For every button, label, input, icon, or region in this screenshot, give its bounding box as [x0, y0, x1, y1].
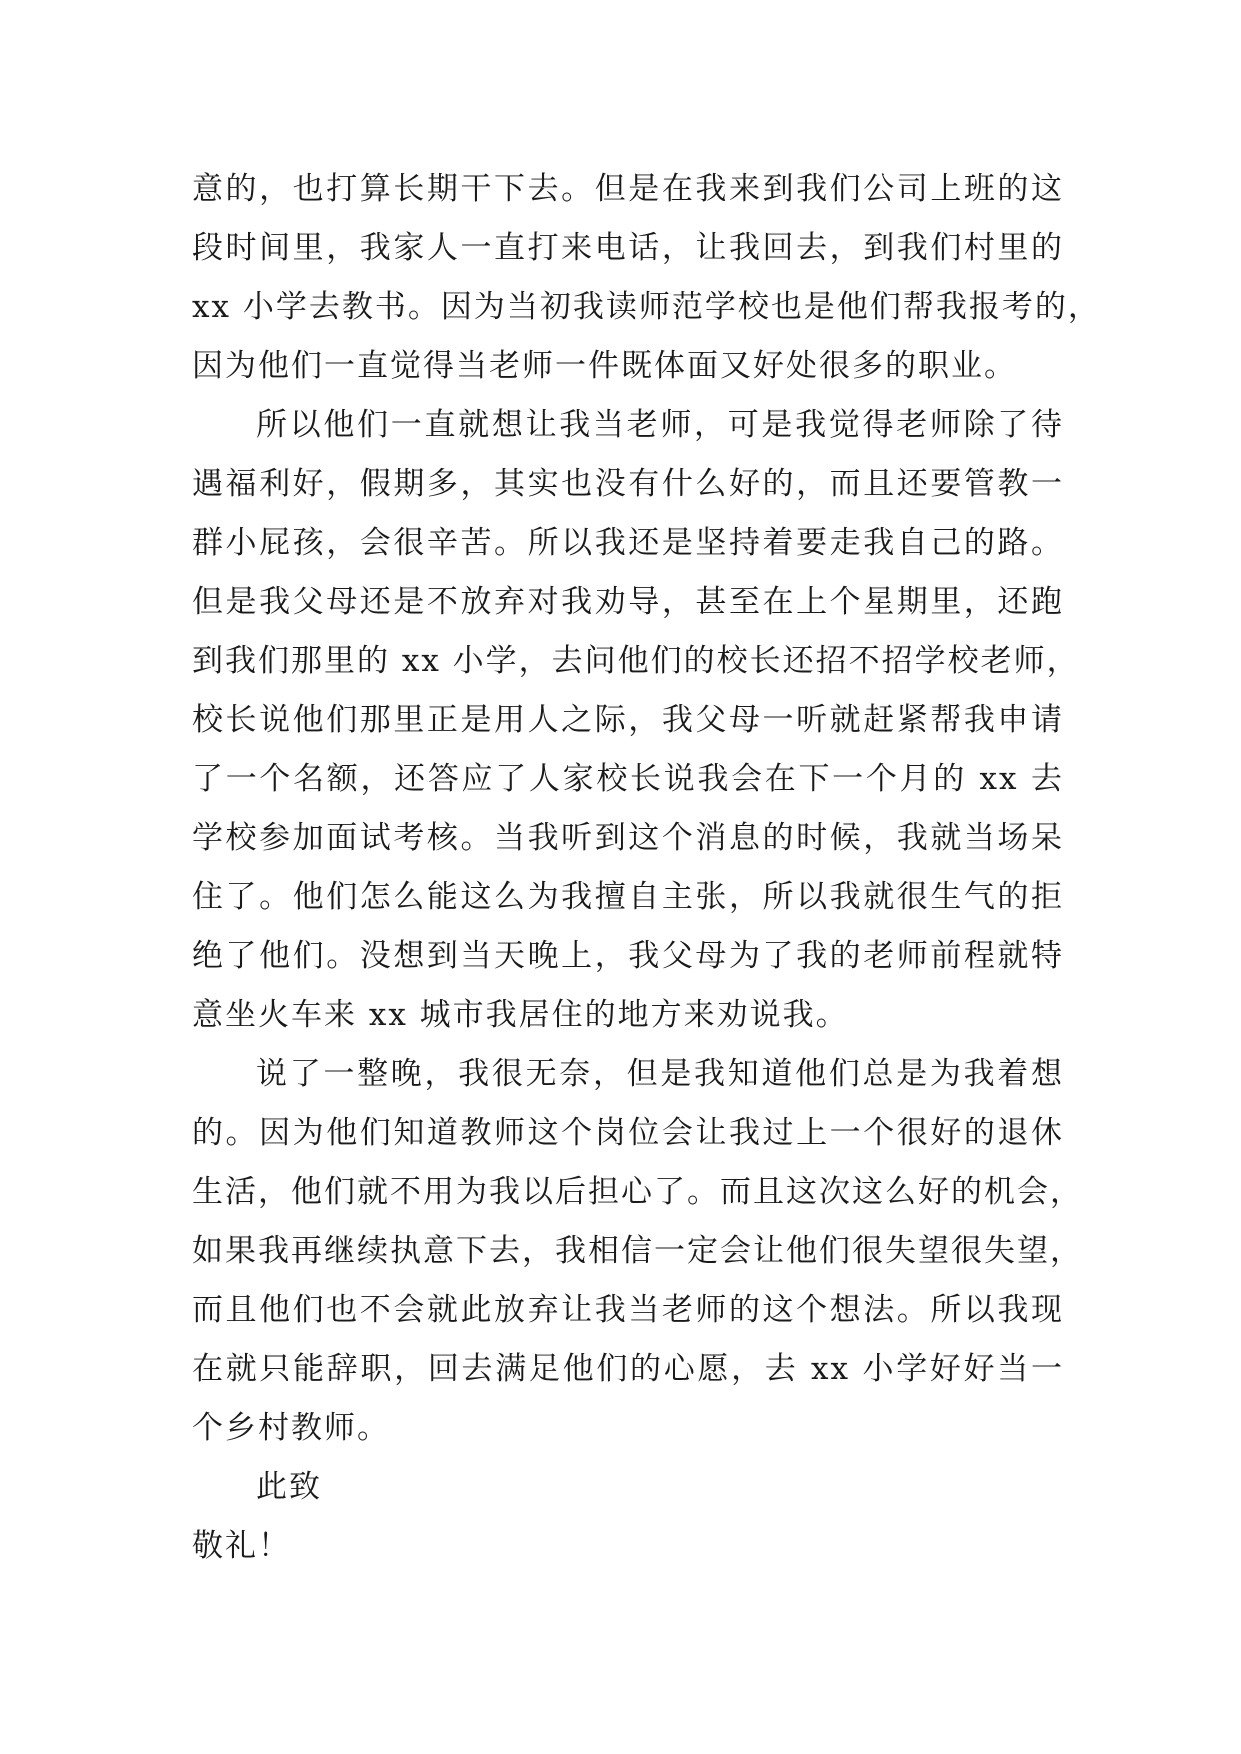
text-line: 了一个名额，还答应了人家校长说我会在下一个月的 xx 去 — [192, 761, 1064, 797]
text-line: 个乡村教师。 — [192, 1410, 390, 1446]
closing-regards: 敬礼！ — [192, 1528, 291, 1564]
text-line: 到我们那里的 xx 小学，去问他们的校长还招不招学校老师， — [192, 643, 1080, 679]
text-line: 因为他们一直觉得当老师一件既体面又好处很多的职业。 — [192, 348, 1017, 384]
text-line: 而且他们也不会就此放弃让我当老师的这个想法。所以我现 — [192, 1292, 1064, 1328]
text-line: 意坐火车来 xx 城市我居住的地方来劝说我。 — [192, 997, 849, 1033]
text-line: 遇福利好，假期多，其实也没有什么好的，而且还要管教一 — [192, 466, 1064, 502]
paragraph-start-line: 说了一整晚，我很无奈，但是我知道他们总是为我着想 — [256, 1056, 1064, 1092]
text-line: 生活，他们就不用为我以后担心了。而且这次这么好的机会， — [192, 1174, 1083, 1210]
paragraph-start-line: 所以他们一直就想让我当老师，可是我觉得老师除了待 — [256, 407, 1064, 443]
text-line: 但是我父母还是不放弃对我劝导，甚至在上个星期里，还跑 — [192, 584, 1064, 620]
letter-body — [192, 160, 1101, 1576]
text-line: 群小屁孩，会很辛苦。所以我还是坚持着要走我自己的路。 — [192, 525, 1064, 561]
text-line: 住了。他们怎么能这么为我擅自主张，所以我就很生气的拒 — [192, 879, 1064, 915]
text-line: 在就只能辞职，回去满足他们的心愿，去 xx 小学好好当一 — [192, 1351, 1064, 1387]
text-line: 绝了他们。没想到当天晚上，我父母为了我的老师前程就特 — [192, 938, 1064, 974]
text-line: xx 小学去教书。因为当初我读师范学校也是他们帮我报考的， — [192, 289, 1101, 325]
closing-salutation: 此致 — [256, 1469, 322, 1505]
text-line: 段时间里，我家人一直打来电话，让我回去，到我们村里的 — [192, 230, 1064, 266]
text-line: 的。因为他们知道教师这个岗位会让我过上一个很好的退休 — [192, 1115, 1064, 1151]
text-line: 学校参加面试考核。当我听到这个消息的时候，我就当场呆 — [192, 820, 1064, 856]
text-line: 校长说他们那里正是用人之际，我父母一听就赶紧帮我申请 — [192, 702, 1064, 738]
text-line: 如果我再继续执意下去，我相信一定会让他们很失望很失望， — [192, 1233, 1083, 1269]
text-line: 意的，也打算长期干下去。但是在我来到我们公司上班的这 — [192, 171, 1064, 207]
